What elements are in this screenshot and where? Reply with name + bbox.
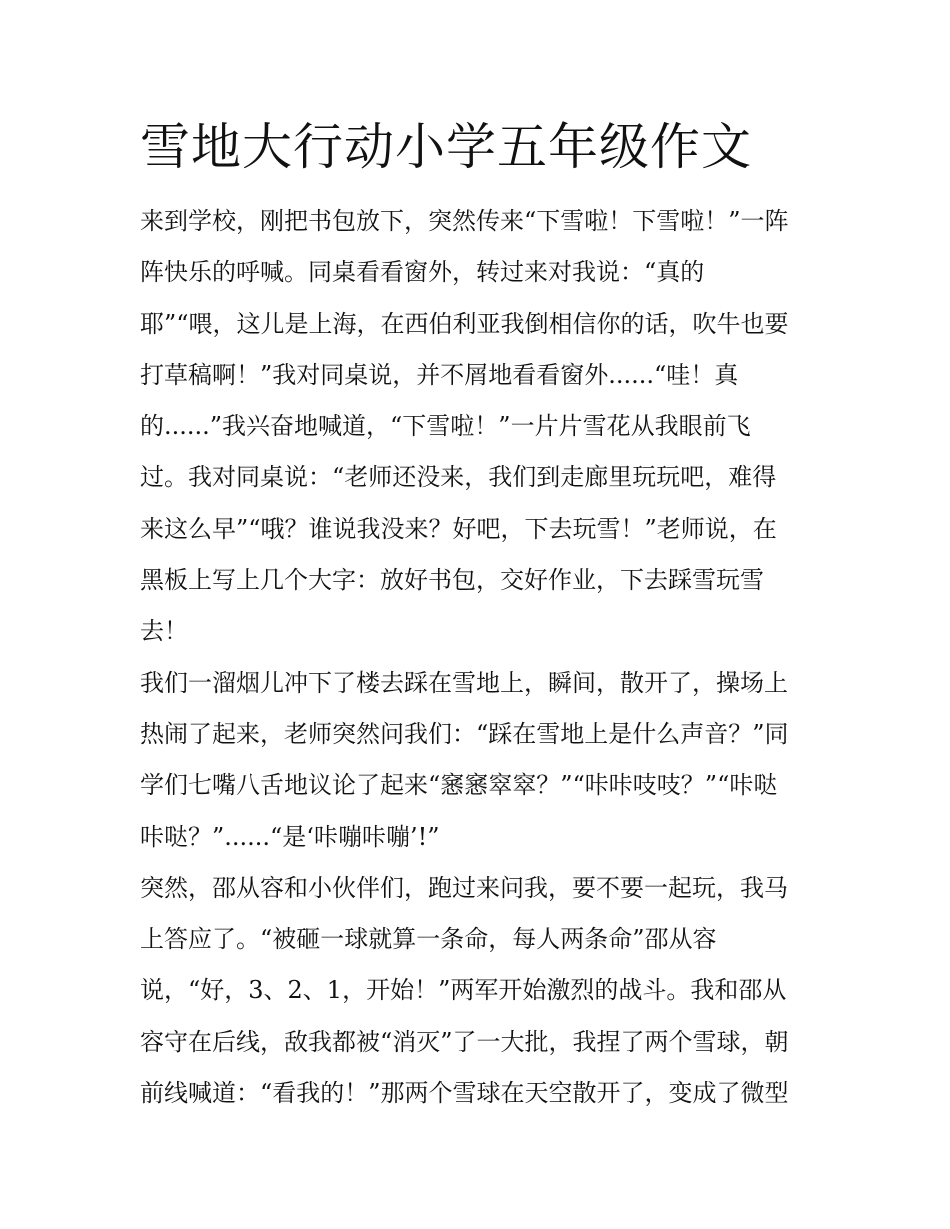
text-line: 黑板上写上几个大字：放好书包，交好作业，下去踩雪玩雪 <box>140 566 764 595</box>
essay-body <box>140 196 820 1119</box>
text-line: 学们七嘴八舌地议论了起来“窸窸窣窣？”“咔咔吱吱？”“咔哒 <box>140 771 778 800</box>
page-title: 雪地大行动小学五年级作文 <box>140 118 752 176</box>
text-line: 去！ <box>140 617 188 646</box>
text-line: 的......”我兴奋地喊道，“下雪啦！”一片片雪花从我眼前飞 <box>140 412 751 441</box>
text-line: 咔哒？”......“是‘咔嘣咔嘣’!” <box>140 822 440 851</box>
text-line: 来到学校，刚把书包放下，突然传来“下雪啦！下雪啦！”一阵 <box>140 207 789 235</box>
text-line: 突然，邵从容和小伙伴们，跑过来问我，要不要一起玩，我马 <box>140 873 788 902</box>
text-line: 耶”“喂，这儿是上海，在西伯利亚我倒相信你的话，吹牛也要 <box>140 309 789 338</box>
text-line: 阵快乐的呼喊。同桌看看窗外，转过来对我说：“真的 <box>140 258 705 287</box>
text-line: 说，“好，3、2、1，开始！”两军开始激烈的战斗。我和邵从 <box>140 976 787 1005</box>
text-line: 过。我对同桌说：“老师还没来，我们到走廊里玩玩吧，难得 <box>140 463 777 492</box>
text-line: 前线喊道：“看我的！”那两个雪球在天空散开了，变成了微型 <box>140 1079 789 1108</box>
text-line: 打草稿啊！”我对同桌说，并不屑地看看窗外......“哇！真 <box>140 360 739 389</box>
text-line: 热闹了起来，老师突然问我们：“踩在雪地上是什么声音？”同 <box>140 719 789 748</box>
text-line: 我们一溜烟儿冲下了楼去踩在雪地上，瞬间，散开了，操场上 <box>140 668 788 697</box>
text-line: 来这么早”“哦？谁说我没来？好吧，下去玩雪！”老师说，在 <box>140 514 777 543</box>
text-line: 容守在后线，敌我都被“消灭”了一大批，我捏了两个雪球，朝 <box>140 1027 789 1056</box>
text-line: 上答应了。“被砸一球就算一条命，每人两条命”邵从容 <box>140 925 717 954</box>
